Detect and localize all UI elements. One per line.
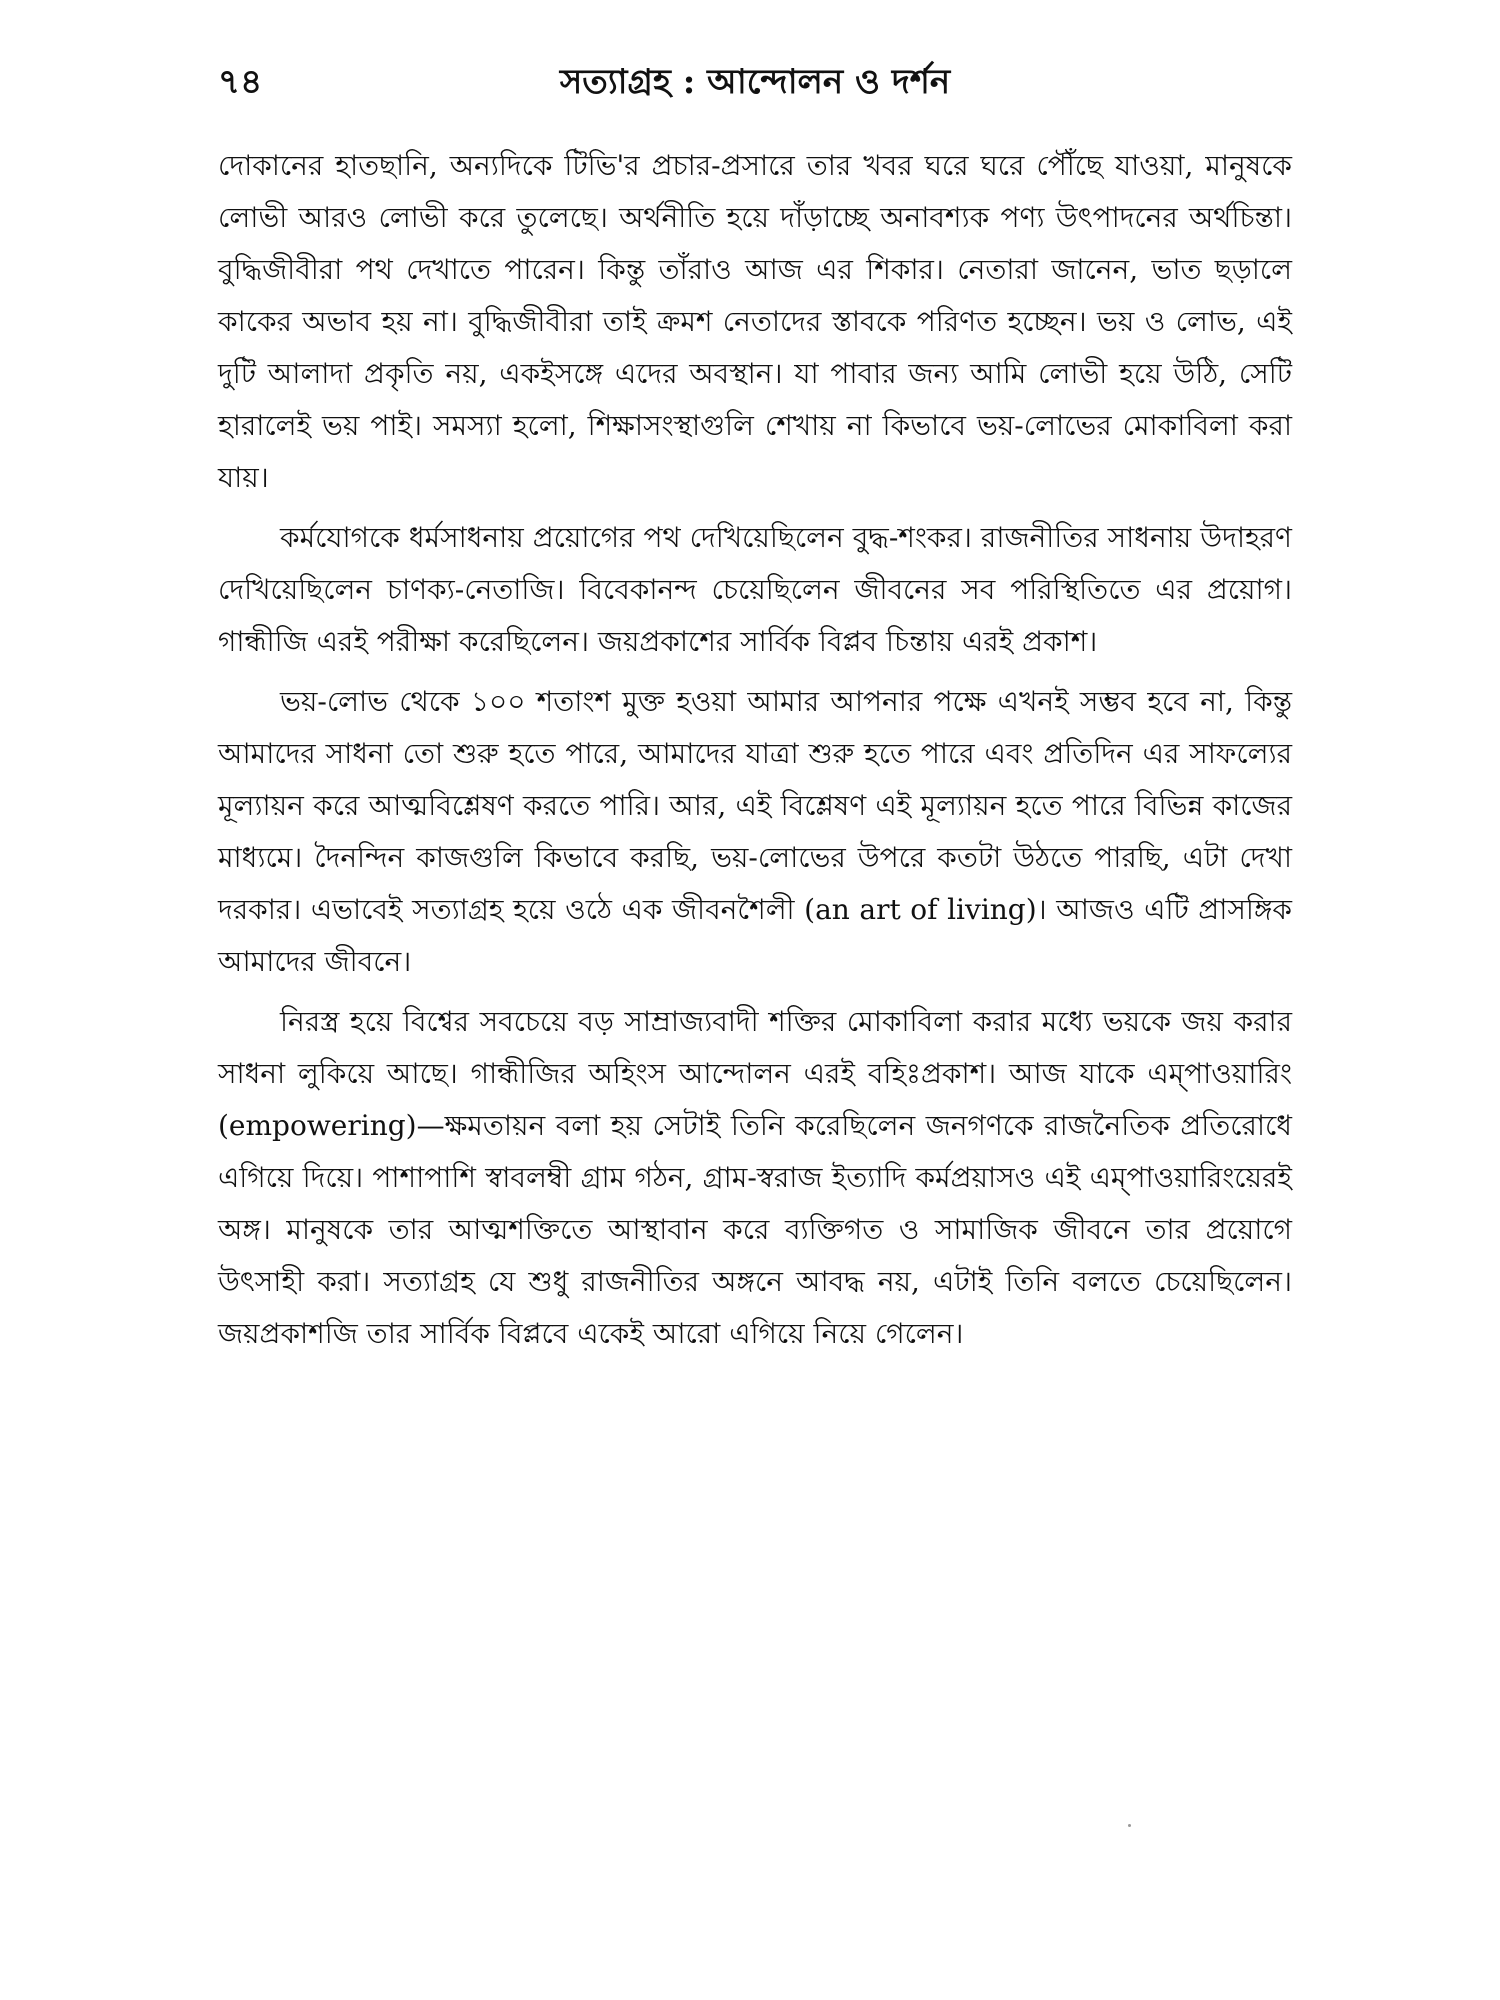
paragraph-4: নিরস্ত্র হয়ে বিশ্বের সবচেয়ে বড় সাম্রাজ্যবাদী শক্তির মোকাবিলা করার মধ্যে ভয়কে জয় করার সাধনা লুকিয়ে আছে। গান্ধীজির অহিংস আন্দোলন এরই বহিঃপ্রকাশ। আজ যাকে এম্‌পাওয়ারিং (empowering)—ক্ষমতায়ন বলা হয় সেটাই তিনি করেছিলেন জনগণকে রাজনৈতিক প্রতিরোধে এগিয়ে দিয়ে। পাশাপাশি স্বাবলম্বী গ্রাম গঠন, গ্রাম-স্বরাজ ইত্যাদি কর্মপ্রয়াসও এই এম্‌পাওয়ারিংয়েরই অঙ্গ। মানুষকে তার আত্মশক্তিতে আস্থাবান করে ব্যক্তিগত ও সামাজিক জীবনে তার প্রয়োগে উৎসাহী করা। সত্যাগ্রহ যে শুধু রাজনীতির অঙ্গনে আবদ্ধ নয়, এটাই তিনি বলতে চেয়েছিলেন। জয়প্রকাশজি তার সার্বিক বিপ্লবে একেই আরো এগিয়ে নিয়ে গেলেন। — [218, 1005, 1292, 1350]
running-title: সত্যাগ্রহ : আন্দোলন ও দর্শন — [559, 62, 951, 102]
paragraph-1: দোকানের হাতছানি, অন্যদিকে টিভি'র প্রচার-প্রসারে তার খবর ঘরে ঘরে পৌঁছে যাওয়া, মানুষকে লোভী আরও লোভী করে তুলেছে। অর্থনীতি হয়ে দাঁড়াচ্ছে অনাবশ্যক পণ্য উৎপাদনের অর্থচিন্তা। বুদ্ধিজীবীরা পথ দেখাতে পারেন। কিন্তু তাঁরাও আজ এর শিকার। নেতারা জানেন, ভাত ছড়ালে কাকের অভাব হয় না। বুদ্ধিজীবীরা তাই ক্রমশ নেতাদের স্তাবকে পরিণত হচ্ছেন। ভয় ও লোভ, এই দুটি আলাদা প্রকৃতি নয়, একইসঙ্গে এদের অবস্থান। যা পাবার জন্য আমি লোভী হয়ে উঠি, সেটি হারালেই ভয় পাই। সমস্যা হলো, শিক্ষাসংস্থাগুলি শেখায় না কিভাবে ভয়-লোভের মোকাবিলা করা যায়। — [218, 149, 1292, 494]
page-number: ৭৪ — [218, 62, 263, 102]
paragraph-2: কর্মযোগকে ধর্মসাধনায় প্রয়োগের পথ দেখিয়েছিলেন বুদ্ধ-শংকর। রাজনীতির সাধনায় উদাহরণ দেখিয়েছিলেন চাণক্য-নেতাজি। বিবেকানন্দ চেয়েছিলেন জীবনের সব পরিস্থিতিতে এর প্রয়োগ। গান্ধীজি এরই পরীক্ষা করেছিলেন। জয়প্রকাশের সার্বিক বিপ্লব চিন্তায় এরই প্রকাশ। — [218, 521, 1292, 658]
body-text — [218, 140, 1292, 1368]
paragraph-3: ভয়-লোভ থেকে ১০০ শতাংশ মুক্ত হওয়া আমার আপনার পক্ষে এখনই সম্ভব হবে না, কিন্তু আমাদের সাধনা তো শুরু হতে পারে, আমাদের যাত্রা শুরু হতে পারে এবং প্রতিদিন এর সাফল্যের মূল্যায়ন করে আত্মবিশ্লেষণ করতে পারি। আর, এই বিশ্লেষণ এই মূল্যায়ন হতে পারে বিভিন্ন কাজের মাধ্যমে। দৈনন্দিন কাজগুলি কিভাবে করছি, ভয়-লোভের উপরে কতটা উঠতে পারছি, এটা দেখা দরকার। এভাবেই সত্যাগ্রহ হয়ে ওঠে এক জীবনশৈলী (an art of living)। আজও এটি প্রাসঙ্গিক আমাদের জীবনে। — [218, 685, 1292, 978]
page-header — [218, 52, 1292, 112]
scan-speck — [1128, 1824, 1131, 1827]
